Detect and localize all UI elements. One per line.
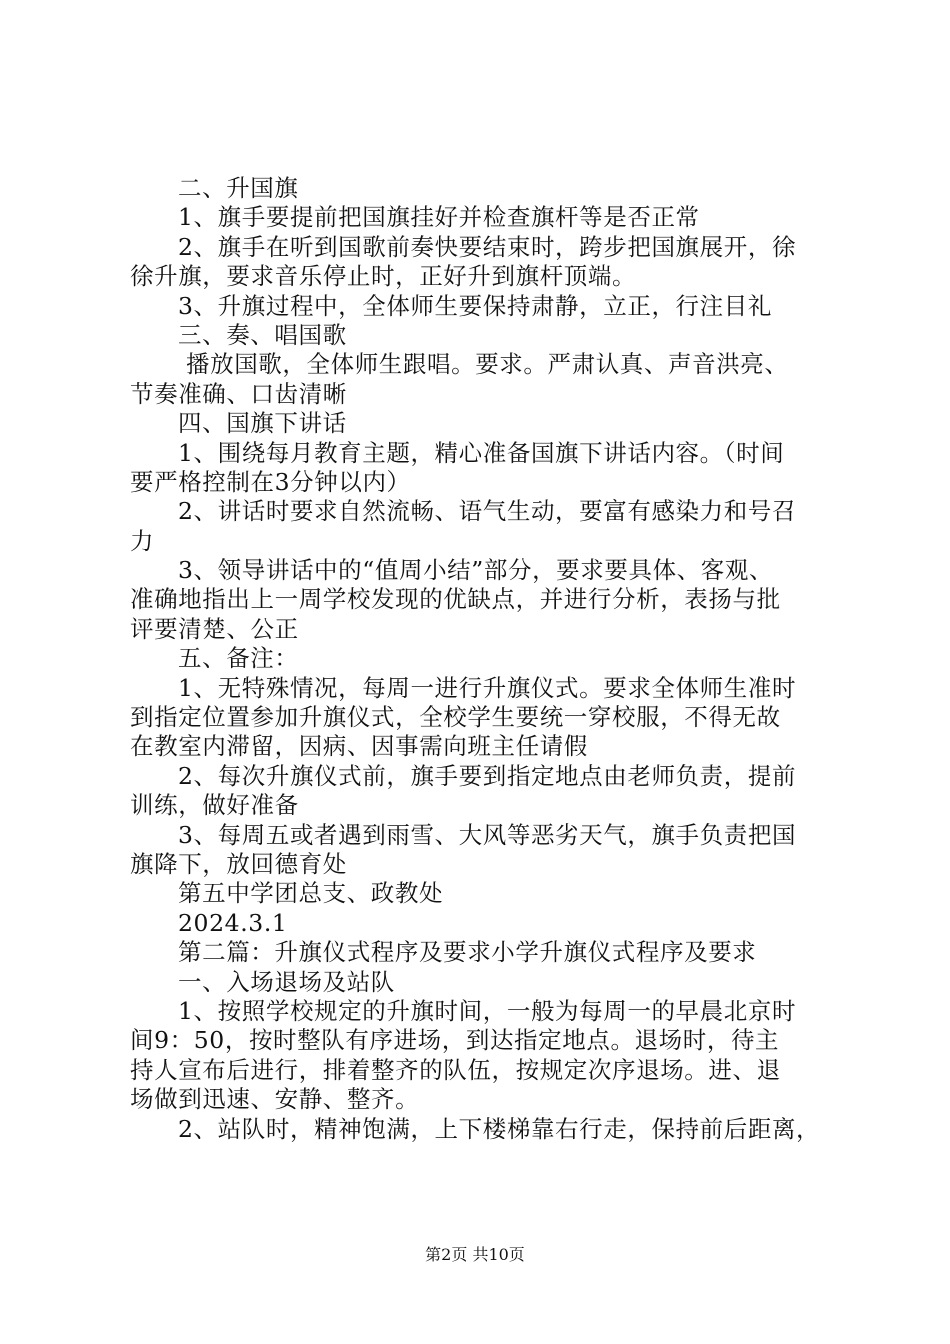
paragraph-line: 在教室内滞留，因病、因事需向班主任请假 <box>130 732 588 761</box>
paragraph-line: 节奏准确、口齿清晰 <box>130 379 347 408</box>
paragraph-line: 2、讲话时要求自然流畅、语气生动，要富有感染力和号召 <box>178 497 797 526</box>
paragraph-line: 2、每次升旗仪式前，旗手要到指定地点由老师负责，提前 <box>178 761 797 790</box>
page-footer: 第2页 共10页 <box>425 1245 525 1264</box>
document-body <box>130 174 830 1144</box>
paragraph-line: 间9：50，按时整队有序进场，到达指定地点。退场时，待主 <box>130 1026 780 1055</box>
paragraph-line: 3、每周五或者遇到雨雪、大风等恶劣天气，旗手负责把国 <box>178 820 797 849</box>
paragraph-line: 徐升旗，要求音乐停止时，正好升到旗杆顶端。 <box>130 262 637 291</box>
section-heading: 一、入场退场及站队 <box>178 967 395 996</box>
section-heading: 五、备注： <box>178 644 299 673</box>
section-heading: 二、升国旗 <box>178 174 299 202</box>
paragraph-line: 持人宣布后进行，排着整齐的队伍，按规定次序退场。进、退 <box>130 1055 781 1084</box>
paragraph-line: 力 <box>130 526 155 555</box>
paragraph-line: 1、围绕每月教育主题，精心准备国旗下讲话内容。（时间 <box>178 438 785 467</box>
paragraph-line: 旗降下，放回德育处 <box>130 849 347 878</box>
paragraph-line: 要严格控制在3分钟以内） <box>130 467 411 496</box>
paragraph-line: 训练，做好准备 <box>130 791 299 820</box>
signature-organization: 第五中学团总支、政教处 <box>178 879 444 908</box>
paragraph-line: 1、无特殊情况，每周一进行升旗仪式。要求全体师生准时 <box>178 673 797 702</box>
paragraph-line: 1、按照学校规定的升旗时间，一般为每周一的早晨北京时 <box>178 996 797 1025</box>
paragraph-line: 3、领导讲话中的“值周小结”部分，要求要具体、客观、 <box>178 556 774 585</box>
paragraph-line: 场做到迅速、安静、整齐。 <box>130 1085 420 1114</box>
paragraph-line: 1、旗手要提前把国旗挂好并检查旗杆等是否正常 <box>178 203 700 232</box>
signature-date: 2024.3.1 <box>178 908 288 937</box>
chapter-title: 第二篇：升旗仪式程序及要求小学升旗仪式程序及要求 <box>178 938 757 967</box>
paragraph-line: 2、站队时，精神饱满，上下楼梯靠右行走，保持前后距离， <box>178 1114 821 1143</box>
section-heading: 三、奏、唱国歌 <box>178 320 347 349</box>
paragraph-line: 2、旗手在听到国歌前奏快要结束时，跨步把国旗展开，徐 <box>178 232 797 261</box>
paragraph-line: 准确地指出上一周学校发现的优缺点，并进行分析，表扬与批 <box>130 585 781 614</box>
section-heading: 四、国旗下讲话 <box>178 409 347 438</box>
paragraph-line: 3、升旗过程中，全体师生要保持肃静，立正，行注目礼 <box>178 291 772 320</box>
paragraph-line: 播放国歌，全体师生跟唱。要求。严肃认真、声音洪亮、 <box>186 350 789 379</box>
paragraph-line: 评要清楚、公正 <box>130 614 299 643</box>
paragraph-line: 到指定位置参加升旗仪式，全校学生要统一穿校服，不得无故 <box>130 703 781 732</box>
